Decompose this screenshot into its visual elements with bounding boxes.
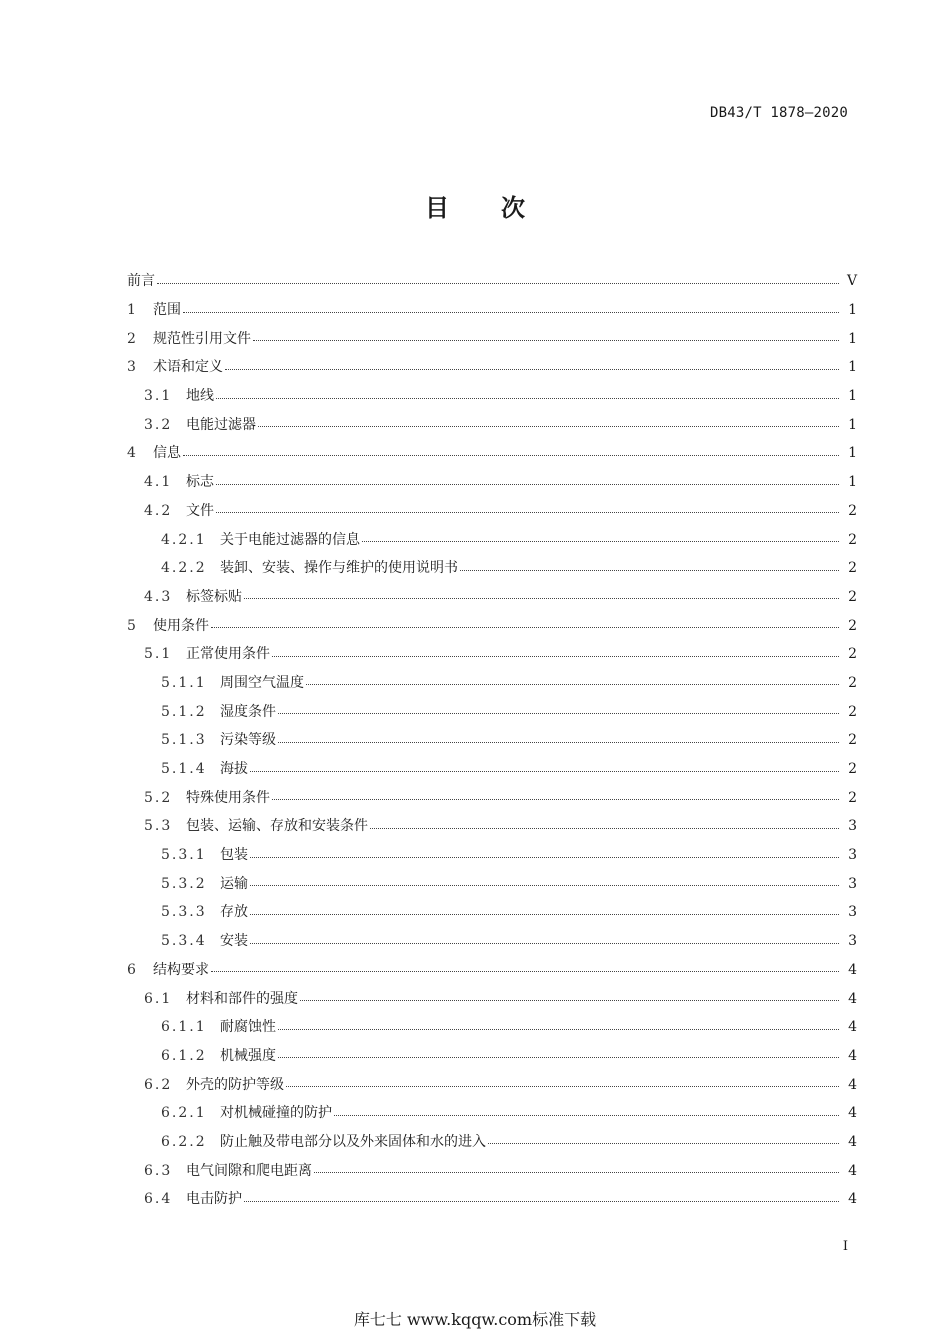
toc-entry-title: 结构要求 [153, 961, 209, 978]
toc-entry-page: 4 [848, 1162, 857, 1179]
toc-entry[interactable] [127, 410, 857, 439]
dot-leader [225, 369, 839, 370]
toc-entry-title: 标签标贴 [186, 588, 242, 605]
dot-leader [183, 455, 839, 456]
dot-leader [250, 885, 839, 886]
toc-entry-page: 2 [848, 502, 857, 519]
toc-entry-title: 电击防护 [186, 1191, 242, 1208]
toc-entry[interactable] [127, 755, 857, 784]
dot-leader [183, 312, 839, 313]
toc-entry-page: 2 [848, 674, 857, 691]
toc-entry-page: 3 [848, 904, 857, 921]
toc-entry-number: 4.3 [144, 588, 173, 605]
toc-entry[interactable] [127, 697, 857, 726]
toc-entry-number: 6.2.1 [161, 1105, 207, 1122]
dot-leader [250, 914, 839, 915]
toc-entry-page: 2 [848, 732, 857, 749]
toc-entry-page: 2 [848, 560, 857, 577]
toc-entry-title: 污染等级 [220, 732, 276, 749]
toc-entry-page: 3 [848, 933, 857, 950]
toc-entry-number: 5.1 [144, 646, 173, 663]
toc-entry-number: 5 [127, 617, 138, 634]
toc-entry-number: 6.1.2 [161, 1047, 207, 1064]
dot-leader [306, 684, 839, 685]
toc-entry[interactable] [127, 439, 857, 468]
toc-entry-title: 范围 [153, 302, 181, 319]
toc-entry-number: 4 [127, 445, 138, 462]
toc-entry-number: 6.1 [144, 990, 173, 1007]
toc-entry[interactable] [127, 296, 857, 325]
toc-entry[interactable] [127, 1156, 857, 1185]
toc-entry-title: 安装 [220, 933, 248, 950]
toc-entry-page: 2 [848, 761, 857, 778]
toc-entry[interactable] [127, 353, 857, 382]
dot-leader [216, 398, 839, 399]
table-of-contents [127, 267, 857, 1214]
toc-entry-number: 5.1.1 [161, 674, 207, 691]
toc-entry[interactable] [127, 841, 857, 870]
dot-leader [258, 426, 839, 427]
dot-leader [244, 1201, 839, 1202]
toc-entry-title: 标志 [186, 474, 214, 491]
toc-entry-number: 6.2.2 [161, 1133, 207, 1150]
toc-entry[interactable] [127, 1185, 857, 1214]
toc-entry-title: 耐腐蚀性 [220, 1019, 276, 1036]
toc-entry-title: 电气间隙和爬电距离 [186, 1162, 312, 1179]
toc-entry-page: 1 [848, 330, 857, 347]
toc-entry-number: 4.2 [144, 502, 173, 519]
dot-leader [488, 1143, 839, 1144]
toc-entry[interactable] [127, 869, 857, 898]
toc-entry-title: 信息 [153, 445, 181, 462]
toc-entry[interactable] [127, 1013, 857, 1042]
toc-entry-title: 外壳的防护等级 [186, 1076, 284, 1093]
toc-entry-title: 存放 [220, 904, 248, 921]
toc-entry-title: 运输 [220, 875, 248, 892]
toc-entry-number: 6.3 [144, 1162, 173, 1179]
toc-entry[interactable] [127, 497, 857, 526]
toc-entry[interactable] [127, 1070, 857, 1099]
toc-entry-number: 5.1.4 [161, 761, 207, 778]
dot-leader [211, 627, 839, 628]
toc-entry-number: 5.2 [144, 789, 173, 806]
toc-entry-page: 4 [848, 1105, 857, 1122]
watermark-text: 库七七 www.kqqw.com标准下载 [353, 1310, 597, 1329]
toc-entry-page: V [847, 273, 858, 290]
title-char-2: 次 [501, 194, 525, 222]
toc-entry[interactable] [127, 1128, 857, 1157]
toc-entry-number: 6.4 [144, 1191, 173, 1208]
dot-leader [278, 713, 839, 714]
toc-entry-page: 1 [848, 359, 857, 376]
toc-entry[interactable] [127, 611, 857, 640]
toc-entry-title: 关于电能过滤器的信息 [220, 531, 360, 548]
page-title [0, 188, 950, 223]
toc-entry-number: 5.3.4 [161, 933, 207, 950]
toc-entry-page: 4 [848, 961, 857, 978]
toc-entry-page: 1 [848, 445, 857, 462]
toc-entry-title: 正常使用条件 [186, 646, 270, 663]
toc-entry-title: 特殊使用条件 [186, 789, 270, 806]
toc-entry-title: 机械强度 [220, 1047, 276, 1064]
dot-leader [244, 598, 839, 599]
dot-leader [334, 1115, 839, 1116]
toc-entry-number: 3.2 [144, 416, 173, 433]
toc-entry[interactable] [127, 324, 857, 353]
toc-entry-page: 2 [848, 588, 857, 605]
toc-entry-number: 1 [127, 302, 138, 319]
toc-entry-page: 2 [848, 646, 857, 663]
toc-entry-page: 1 [848, 474, 857, 491]
toc-entry[interactable] [127, 812, 857, 841]
dot-leader [253, 340, 839, 341]
toc-entry[interactable] [127, 956, 857, 985]
toc-entry-page: 4 [848, 990, 857, 1007]
dot-leader [157, 283, 839, 284]
toc-entry-title: 前言 [127, 273, 155, 290]
toc-entry-page: 4 [848, 1019, 857, 1036]
toc-entry-page: 2 [848, 617, 857, 634]
toc-entry[interactable] [127, 898, 857, 927]
toc-entry[interactable] [127, 640, 857, 669]
toc-entry-number: 5.3 [144, 818, 173, 835]
toc-entry-number: 5.3.3 [161, 904, 207, 921]
dot-leader [370, 828, 839, 829]
toc-entry-number: 6 [127, 961, 138, 978]
toc-entry-page: 1 [848, 302, 857, 319]
document-code: DB43/T 1878—2020 [709, 105, 848, 121]
dot-leader [250, 943, 839, 944]
toc-entry-page: 1 [848, 416, 857, 433]
toc-entry-title: 海拔 [220, 761, 248, 778]
toc-entry[interactable] [127, 984, 857, 1013]
toc-entry-title: 材料和部件的强度 [186, 990, 298, 1007]
toc-entry-page: 2 [848, 789, 857, 806]
toc-entry-title: 对机械碰撞的防护 [220, 1105, 332, 1122]
toc-entry[interactable] [127, 468, 857, 497]
toc-entry-number: 5.1.3 [161, 732, 207, 749]
toc-entry[interactable] [127, 583, 857, 612]
toc-entry-page: 2 [848, 703, 857, 720]
toc-entry-page: 2 [848, 531, 857, 548]
toc-entry-number: 4.1 [144, 474, 173, 491]
toc-entry-number: 2 [127, 330, 138, 347]
toc-entry[interactable] [127, 267, 857, 296]
title-char-1: 目 [425, 194, 449, 222]
page-number: I [842, 1239, 848, 1254]
dot-leader [250, 771, 839, 772]
toc-entry-page: 4 [848, 1076, 857, 1093]
dot-leader [278, 1029, 839, 1030]
toc-entry-number: 3 [127, 359, 138, 376]
toc-entry-page: 4 [848, 1133, 857, 1150]
toc-entry-title: 使用条件 [153, 617, 209, 634]
toc-entry-number: 5.3.1 [161, 847, 207, 864]
toc-entry-page: 3 [848, 818, 857, 835]
toc-entry-title: 地线 [186, 388, 214, 405]
toc-entry-title: 规范性引用文件 [153, 330, 251, 347]
toc-entry[interactable] [127, 927, 857, 956]
toc-entry-title: 防止触及带电部分以及外来固体和水的进入 [220, 1133, 486, 1150]
dot-leader [278, 742, 839, 743]
toc-entry-number: 4.2.2 [161, 560, 207, 577]
toc-entry-page: 3 [848, 875, 857, 892]
toc-entry-title: 术语和定义 [153, 359, 223, 376]
toc-entry[interactable] [127, 726, 857, 755]
dot-leader [362, 541, 839, 542]
toc-entry-number: 6.1.1 [161, 1019, 207, 1036]
dot-leader [250, 857, 839, 858]
toc-entry-title: 文件 [186, 502, 214, 519]
toc-entry-page: 4 [848, 1191, 857, 1208]
toc-entry[interactable] [127, 1099, 857, 1128]
dot-leader [286, 1086, 839, 1087]
toc-entry-number: 5.3.2 [161, 875, 207, 892]
toc-entry-number: 6.2 [144, 1076, 173, 1093]
dot-leader [211, 971, 839, 972]
toc-entry-number: 4.2.1 [161, 531, 207, 548]
dot-leader [216, 512, 839, 513]
toc-entry-number: 5.1.2 [161, 703, 207, 720]
toc-entry[interactable] [127, 783, 857, 812]
toc-entry[interactable] [127, 669, 857, 698]
toc-entry-title: 包装、运输、存放和安装条件 [186, 818, 368, 835]
dot-leader [300, 1000, 839, 1001]
toc-entry-title: 周围空气温度 [220, 674, 304, 691]
toc-entry[interactable] [127, 382, 857, 411]
toc-entry[interactable] [127, 525, 857, 554]
dot-leader [272, 799, 839, 800]
dot-leader [314, 1172, 839, 1173]
dot-leader [272, 656, 839, 657]
dot-leader [216, 484, 839, 485]
toc-entry[interactable] [127, 1042, 857, 1071]
toc-entry-title: 湿度条件 [220, 703, 276, 720]
toc-entry-page: 4 [848, 1047, 857, 1064]
toc-entry-page: 1 [848, 388, 857, 405]
toc-entry-title: 装卸、安装、操作与维护的使用说明书 [220, 560, 458, 577]
toc-entry-page: 3 [848, 847, 857, 864]
dot-leader [278, 1057, 839, 1058]
toc-entry-title: 电能过滤器 [186, 416, 256, 433]
toc-entry-number: 3.1 [144, 388, 173, 405]
dot-leader [460, 570, 839, 571]
toc-entry[interactable] [127, 554, 857, 583]
toc-entry-title: 包装 [220, 847, 248, 864]
